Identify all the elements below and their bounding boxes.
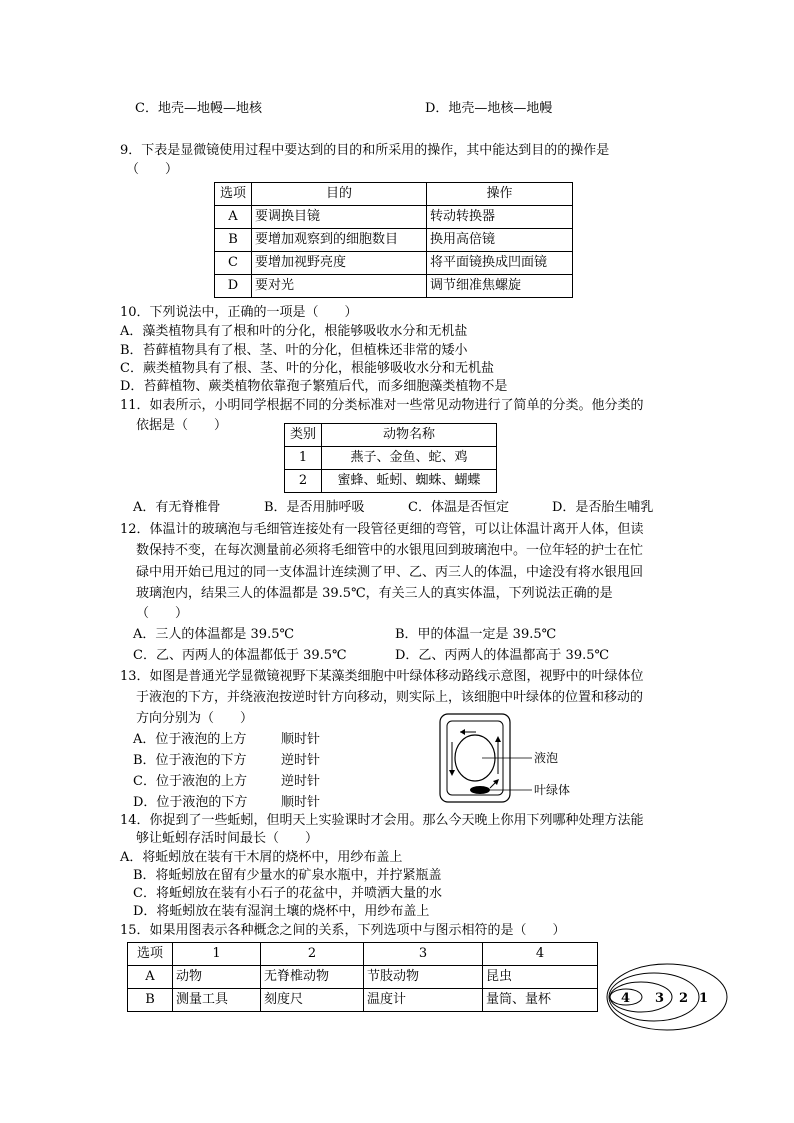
vacuole-label: 液泡 (534, 751, 559, 765)
q8-option-d: D．地壳—地核—地幔 (425, 101, 553, 116)
table-row (215, 206, 573, 229)
q13-line: 方向分别为（ ） (136, 711, 254, 726)
table-row (215, 183, 573, 206)
circle-label-2: 2 (679, 991, 689, 1006)
q10-option-b: B．苔藓植物具有了根、茎、叶的分化，但植株还非常的矮小 (120, 343, 468, 358)
q13-option-a: A．位于液泡的上方 (133, 732, 247, 747)
q14-option-a: A．将蚯蚓放在装有干木屑的烧杯中，用纱布盖上 (120, 850, 403, 865)
q12-option-d: D．乙、丙两人的体温都高于 39.5℃ (395, 648, 610, 663)
table-row (215, 229, 573, 252)
table-cell: A (215, 206, 252, 229)
table-cell: 刻度尺 (261, 989, 364, 1012)
q11-stem: 11．如表所示，小明同学根据不同的分类标准对一些常见动物进行了简单的分类。他分类的 (120, 398, 644, 413)
q11-option-c: C．体温是否恒定 (408, 500, 509, 515)
table-header: 目的 (252, 183, 427, 206)
table-header: 2 (261, 943, 364, 966)
q13-option-c-dir: 逆时针 (281, 774, 321, 789)
table-cell: 调节细准焦螺旋 (427, 275, 573, 298)
table-row (215, 252, 573, 275)
table-header: 动物名称 (322, 424, 497, 447)
table-header: 4 (483, 943, 598, 966)
table-row (128, 966, 598, 989)
table-cell: 要调换目镜 (252, 206, 427, 229)
table-cell: 昆虫 (483, 966, 598, 989)
table-cell: 蜜蜂、蚯蚓、蜘蛛、蝴蝶 (322, 470, 497, 493)
table-cell: 2 (285, 470, 322, 493)
q10-option-d: D．苔藓植物、蕨类植物依靠孢子繁殖后代，而多细胞藻类植物不是 (120, 379, 508, 394)
circle-label-1: 1 (699, 991, 709, 1006)
table-cell: 测量工具 (173, 989, 261, 1012)
q14-option-b: B．将蚯蚓放在留有少量水的矿泉水瓶中，并拧紧瓶盖 (133, 868, 442, 883)
table-cell: 要对光 (252, 275, 427, 298)
q13-option-d: D．位于液泡的下方 (133, 795, 248, 810)
table-header: 操作 (427, 183, 573, 206)
q10-option-a: A．藻类植物具有了根和叶的分化，根能够吸收水分和无机盐 (120, 324, 468, 339)
q9-paren: （ ） (126, 162, 179, 177)
chloroplast-label: 叶绿体 (534, 783, 571, 797)
nested-circles-diagram (604, 962, 730, 1032)
table-cell: 无脊椎动物 (261, 966, 364, 989)
table-header: 3 (364, 943, 483, 966)
arrow-left-head (449, 770, 455, 776)
q12-option-a: A．三人的体温都是 39.5℃ (133, 627, 295, 642)
table-cell: 要增加视野亮度 (252, 252, 427, 275)
q11-option-d: D．是否胎生哺乳 (552, 500, 654, 515)
q13-option-c: C．位于液泡的上方 (133, 774, 247, 789)
q12-option-b: B．甲的体温一定是 39.5℃ (395, 627, 557, 642)
circle-label-4: 4 (621, 991, 631, 1006)
q13-option-d-dir: 顺时针 (281, 795, 321, 810)
q12-paren: （ ） (136, 606, 189, 621)
table-row (285, 447, 497, 470)
table-row (215, 275, 573, 298)
table-cell: B (215, 229, 252, 252)
q11-stem-cont: 依据是（ ） (136, 418, 228, 433)
table-header: 选项 (128, 943, 173, 966)
q13-option-b-dir: 逆时针 (281, 753, 321, 768)
table-cell: 量筒、量杯 (483, 989, 598, 1012)
cell-diagram (438, 712, 588, 806)
table-cell: 燕子、金鱼、蛇、鸡 (322, 447, 497, 470)
table-header: 类别 (285, 424, 322, 447)
table-cell: 1 (285, 447, 322, 470)
table-row (128, 989, 598, 1012)
q12-line: 数保持不变，在每次测量前必须将毛细管中的水银甩回到玻璃泡中。一位年轻的护士在忙 (136, 543, 644, 558)
q14-option-d: D．将蚯蚓放在装有湿润土壤的烧杯中，用纱布盖上 (133, 904, 430, 919)
circle-label-3: 3 (655, 991, 665, 1006)
q14-stem: 14．你捉到了一些蚯蚓，但明天上实验课时才会用。那么今天晚上你用下列哪种处理方法能 (120, 813, 644, 828)
q11-option-a: A．有无脊椎骨 (133, 500, 221, 515)
table-row (285, 424, 497, 447)
table-cell: 要增加观察到的细胞数目 (252, 229, 427, 252)
q14-option-c: C．将蚯蚓放在装有小石子的花盆中，并喷洒大量的水 (133, 886, 442, 901)
arrow-right-head (495, 736, 501, 742)
table-row (128, 943, 598, 966)
table-cell: C (215, 252, 252, 275)
q11-option-b: B．是否用肺呼吸 (264, 500, 365, 515)
q9-stem: 9．下表是显微镜使用过程中要达到的目的和所采用的操作，其中能达到目的的操作是 (120, 143, 610, 158)
table-cell: A (128, 966, 173, 989)
q9-table (214, 182, 573, 298)
q14-stem-cont: 够让蚯蚓存活时间最长（ ） (136, 831, 319, 846)
table-cell: D (215, 275, 252, 298)
q12-line: 碌中用开始已甩过的同一支体温计连续测了甲、乙、丙三人的体温，中途没有将水银甩回 (136, 565, 644, 580)
chloroplast (470, 786, 490, 794)
q13-line: 13．如图是普通光学显微镜视野下某藻类细胞中叶绿体移动路线示意图，视野中的叶绿体位 (120, 669, 644, 684)
table-header: 选项 (215, 183, 252, 206)
q15-table (127, 942, 598, 1012)
q13-option-a-dir: 顺时针 (281, 732, 321, 747)
q12-line: 玻璃泡内，结果三人的体温都是 39.5℃，有关三人的真实体温，下列说法正确的是 (136, 586, 613, 601)
q12-line: 12．体温计的玻璃泡与毛细管连接处有一段管径更细的弯管，可以让体温计离开人体，但读 (120, 522, 644, 537)
arrow-top-head (460, 729, 465, 735)
q12-option-c: C．乙、丙两人的体温都低于 39.5℃ (133, 648, 347, 663)
table-cell: 将平面镜换成凹面镜 (427, 252, 573, 275)
q10-option-c: C．蕨类植物具有了根、茎、叶的分化，根能够吸收水分和无机盐 (120, 361, 494, 376)
q10-stem: 10．下列说法中，正确的一项是（ ） (120, 305, 358, 320)
table-cell: 换用高倍镜 (427, 229, 573, 252)
table-header: 1 (173, 943, 261, 966)
table-cell: 节肢动物 (364, 966, 483, 989)
table-cell: 动物 (173, 966, 261, 989)
table-row (285, 470, 497, 493)
q8-option-c: C．地壳—地幔—地核 (135, 101, 262, 116)
table-cell: 温度计 (364, 989, 483, 1012)
q13-line: 于液泡的下方，并绕液泡按逆时针方向移动，则实际上，该细胞中叶绿体的位置和移动的 (136, 690, 644, 705)
q15-stem: 15．如果用图表示各种概念之间的关系，下列选项中与图示相符的是（ ） (120, 923, 566, 938)
q11-table (284, 423, 497, 493)
q13-option-b: B．位于液泡的下方 (133, 753, 247, 768)
table-cell: B (128, 989, 173, 1012)
table-cell: 转动转换器 (427, 206, 573, 229)
